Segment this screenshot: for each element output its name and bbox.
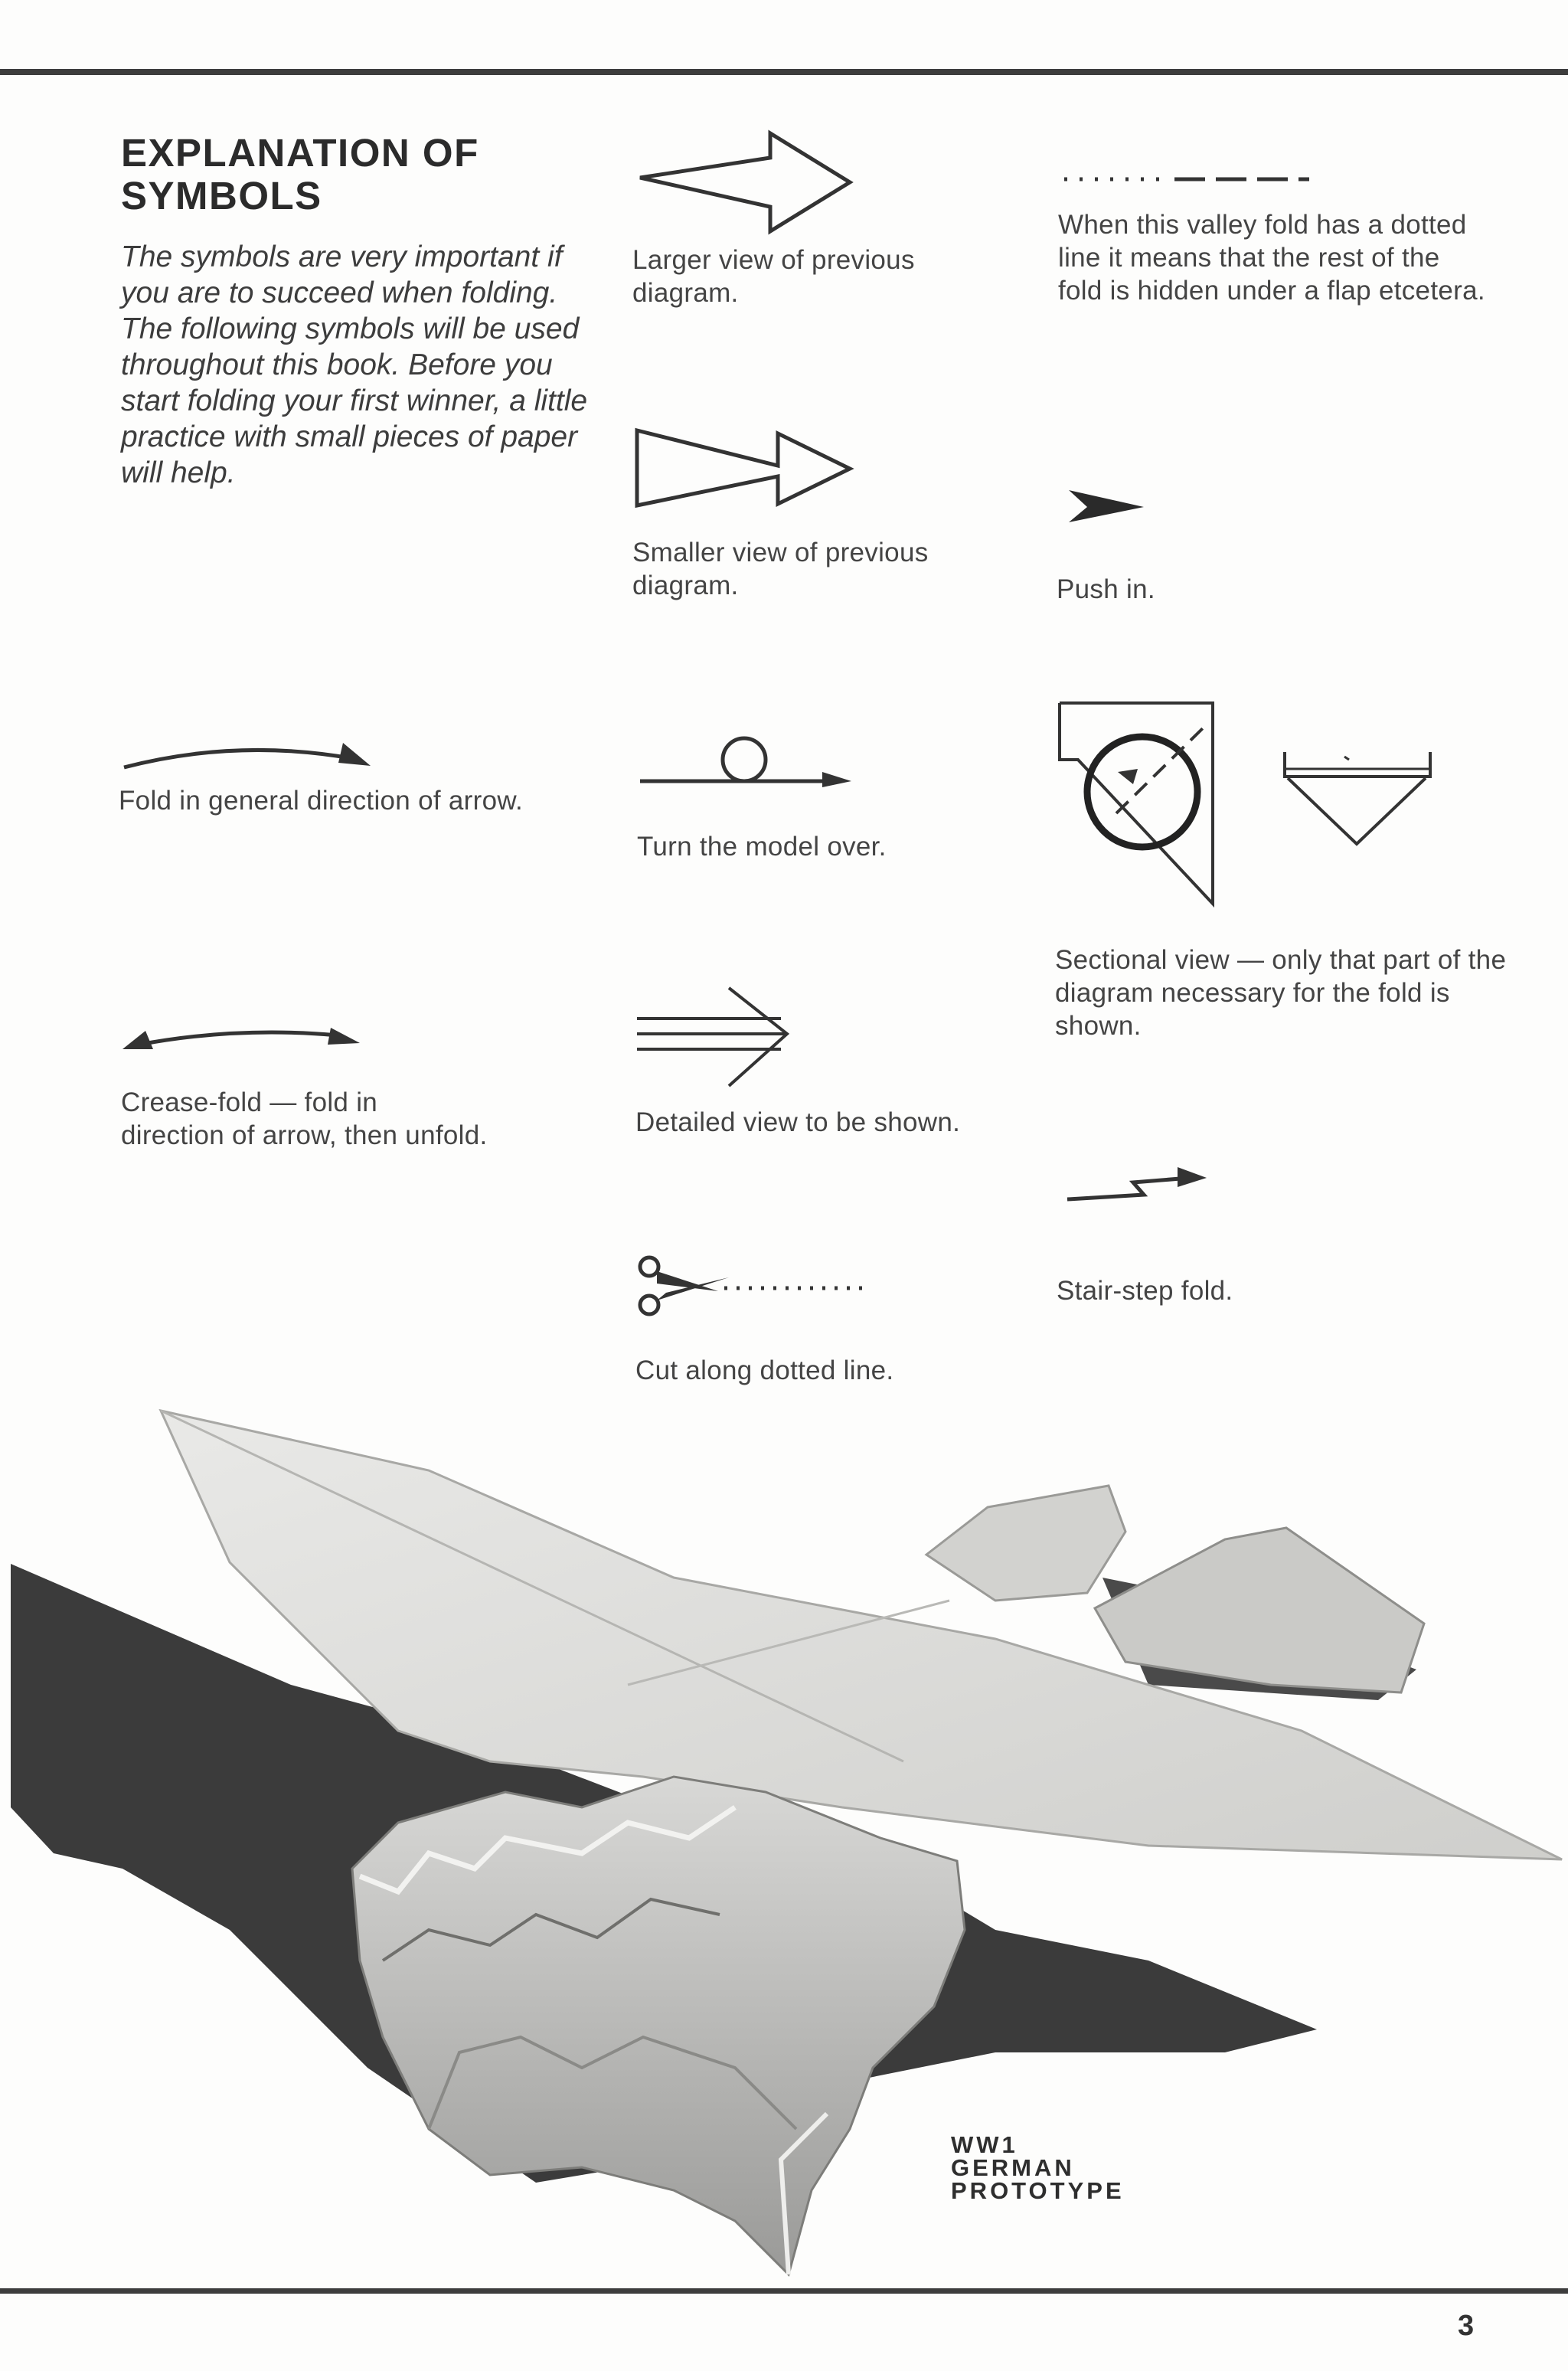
page-number: 3 — [1458, 2310, 1475, 2342]
intro-text: The symbols are very important if you are to succeed when folding. The following symbols will be used throughout this book. Before you start folding your first winner, a little practice with small pieces of paper will help. — [121, 240, 588, 489]
turn-over-icon — [640, 732, 862, 793]
push-in-arrow-icon — [1064, 487, 1164, 525]
detail-view-arrow-icon — [637, 985, 790, 1092]
push-in-caption: Push in. — [1057, 574, 1155, 604]
double-headed-curved-arrow-icon — [122, 1011, 368, 1057]
fold-direction-caption: Fold in general direction of arrow. — [119, 786, 523, 816]
scissors-icon — [634, 1256, 879, 1317]
stair-step-caption: Stair-step fold. — [1057, 1276, 1233, 1306]
curved-arrow-icon — [121, 728, 381, 773]
top-rule — [0, 69, 1568, 75]
turn-over-caption: Turn the model over. — [637, 832, 887, 862]
smaller-view-caption: Smaller view of previous diagram. — [632, 538, 929, 600]
larger-view-caption: Larger view of previous diagram. — [632, 245, 915, 308]
sectional-view-icon — [1055, 698, 1438, 913]
detailed-view-caption: Detailed view to be shown. — [635, 1107, 961, 1137]
bottom-rule — [0, 2288, 1568, 2294]
larger-view-arrow-icon — [634, 127, 864, 234]
title-block — [121, 132, 580, 217]
stair-step-arrow-icon — [1064, 1159, 1217, 1205]
smaller-view-arrow-icon — [634, 427, 864, 512]
paper-airplane-photo — [0, 1394, 1568, 2288]
sectional-view-caption: Sectional view — only that part of the diagram necessary for the fold is shown. — [1055, 945, 1507, 1041]
photo-caption: WW1 GERMAN PROTOTYPE — [951, 2131, 1125, 2204]
page-title: EXPLANATION OF SYMBOLS — [121, 131, 479, 217]
crease-fold-caption: Crease-fold — fold in direction of arrow, then unfold. — [121, 1087, 488, 1150]
dotted-dashed-line-icon — [1060, 170, 1312, 185]
valley-fold-hidden-caption: When this valley fold has a dotted line it means that the rest of the fold is hidden under a flap etcetera. — [1058, 210, 1485, 306]
cut-caption: Cut along dotted line. — [635, 1356, 894, 1385]
